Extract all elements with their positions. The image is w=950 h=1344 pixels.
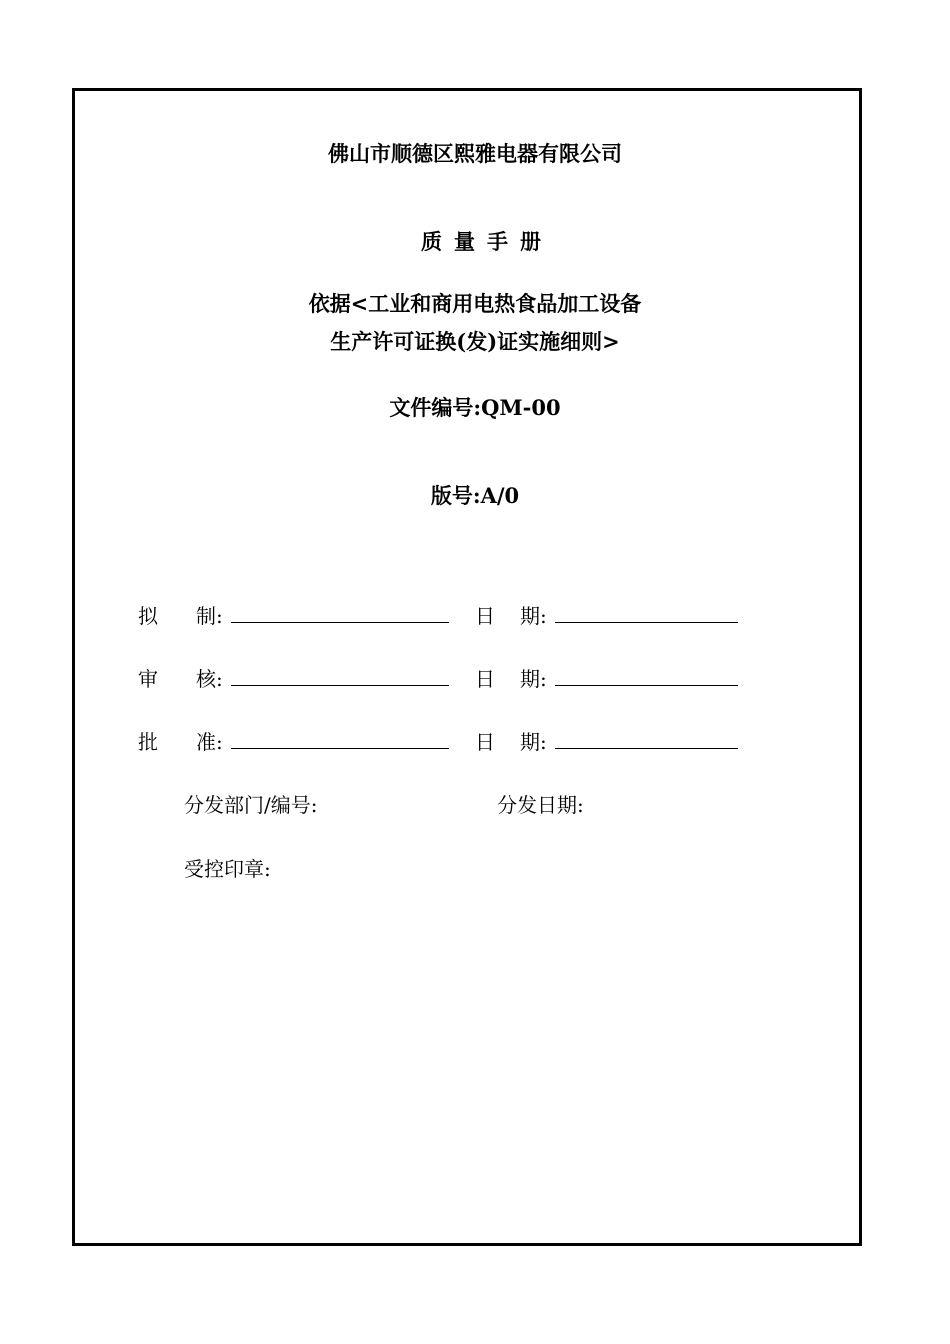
date-line[interactable]	[555, 622, 738, 623]
document-title: 质量手册	[421, 229, 553, 254]
date-label-char-1: 日	[475, 667, 495, 691]
distribution-dept-label: 分发部门/编号:	[184, 793, 318, 817]
signoff-row-approved	[0, 726, 950, 756]
date-label-char-2: 期:	[520, 604, 547, 628]
company-name: 佛山市顺德区熙雅电器有限公司	[328, 141, 622, 166]
signoff-label-char-2: 制:	[196, 604, 223, 628]
signoff-label-char-1: 批	[138, 730, 158, 754]
signature-line[interactable]	[231, 685, 449, 686]
signature-line[interactable]	[231, 622, 449, 623]
signature-line[interactable]	[231, 748, 449, 749]
signoff-row-drafted	[0, 600, 950, 630]
version-number: 版号:A/0	[430, 483, 520, 508]
controlled-stamp-label: 受控印章:	[184, 857, 271, 881]
date-label-char-2: 期:	[520, 730, 547, 754]
signoff-row-reviewed	[0, 663, 950, 693]
date-label-char-2: 期:	[520, 667, 547, 691]
date-label-char-1: 日	[475, 730, 495, 754]
date-line[interactable]	[555, 685, 738, 686]
distribution-date-label: 分发日期:	[497, 793, 584, 817]
signoff-label-char-2: 准:	[196, 730, 223, 754]
date-label-char-1: 日	[475, 604, 495, 628]
signoff-label-char-1: 拟	[138, 604, 158, 628]
document-number: 文件编号:QM-00	[389, 395, 561, 420]
basis-line-2: 生产许可证换(发)证实施细则>	[330, 329, 620, 354]
date-line[interactable]	[555, 748, 738, 749]
basis-line-1: 依据<工业和商用电热食品加工设备	[308, 291, 642, 316]
signoff-label-char-1: 审	[138, 667, 158, 691]
signoff-label-char-2: 核:	[196, 667, 223, 691]
